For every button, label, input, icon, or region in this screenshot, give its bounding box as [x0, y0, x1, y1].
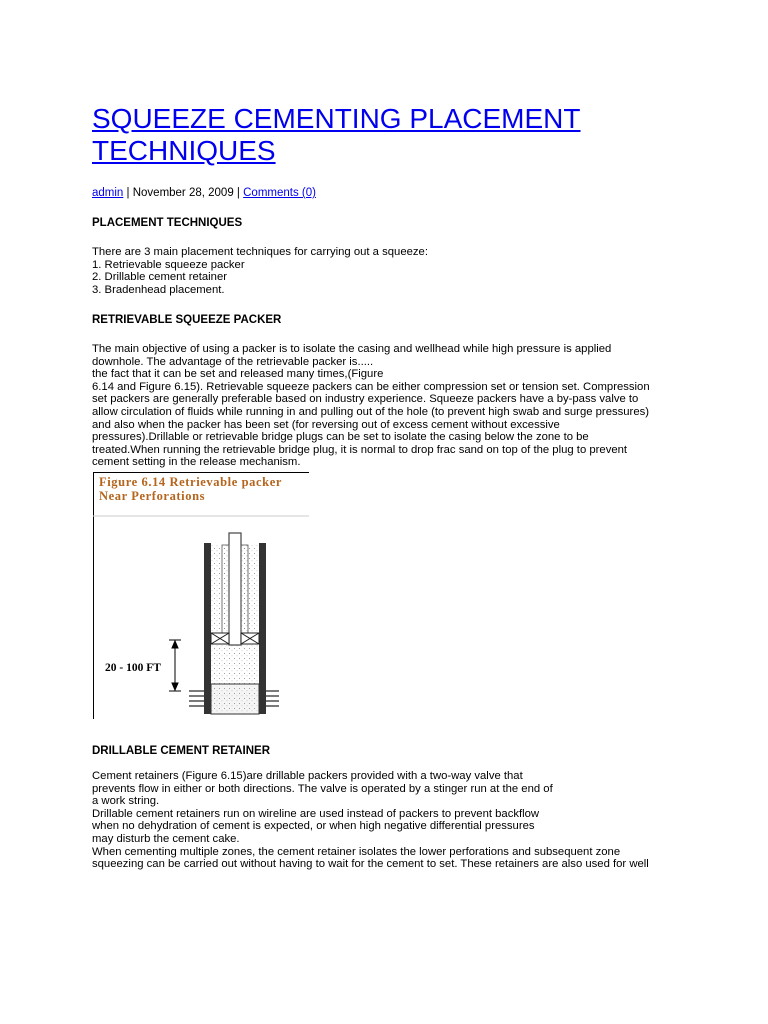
list-item: 3. Bradenhead placement. — [92, 283, 225, 296]
meta-separator: | — [123, 187, 133, 199]
paragraph-line: when no dehydration of cement is expected, or when high negative differential pressures — [92, 820, 535, 833]
list-item: 1. Retrievable squeeze packer — [92, 258, 245, 271]
section-heading-placement: PLACEMENT TECHNIQUES — [92, 217, 243, 229]
dimension-arrow — [169, 640, 181, 691]
casing-right-wall — [259, 543, 266, 714]
paragraph-line: downhole. The advantage of the retrievable packer is..... — [92, 355, 374, 368]
well-diagram — [93, 472, 309, 719]
section-heading-drillable: DRILLABLE CEMENT RETAINER — [92, 745, 271, 757]
article-title-link[interactable] — [92, 103, 581, 166]
paragraph-line: 6.14 and Figure 6.15). Retrievable squeeze packers can be either compression set or tension set. Compression — [92, 380, 650, 393]
paragraph-line: the fact that it can be set and released many times,(Figure — [92, 368, 384, 381]
drillable-paragraph — [92, 770, 692, 871]
figure-caption-line2: Near Perforations — [99, 489, 206, 503]
paragraph-line: Cement retainers (Figure 6.15)are drillable packers provided with a two-way valve that — [92, 770, 523, 782]
placement-intro-block — [92, 246, 692, 296]
retrievable-paragraph — [92, 343, 692, 469]
article-title-line2: TECHNIQUES — [92, 135, 276, 166]
paragraph-line: cement setting in the release mechanism. — [92, 456, 301, 469]
figure-caption-line1: Figure 6.14 Retrievable packer — [99, 475, 283, 489]
paragraph-line: squeezing can be carried out without having to wait for the cement to set. These retainers are also used for well — [92, 858, 649, 871]
meta-separator: | — [233, 187, 244, 199]
casing-left-wall — [204, 543, 211, 714]
article-title — [92, 103, 692, 167]
dimension-label: 20 - 100 FT — [105, 662, 161, 674]
author-link[interactable]: admin — [92, 187, 124, 199]
paragraph-line: treated.When running the retrievable bridge plug, it is normal to drop frac sand on top of the plug to prevent — [92, 443, 628, 456]
comments-link[interactable]: Comments (0) — [243, 187, 316, 199]
section-heading-retrievable: RETRIEVABLE SQUEEZE PACKER — [92, 314, 282, 326]
article-title-line1: SQUEEZE CEMENTING PLACEMENT — [92, 103, 581, 134]
paragraph-line: allow circulation of fluids while running in and pulling out of the hole (to prevent high swab and surge pressures) — [92, 405, 650, 418]
placement-intro: There are 3 main placement techniques for carrying out a squeeze: — [92, 246, 428, 258]
paragraph-line: a work string. — [92, 795, 160, 808]
paragraph-line: may disturb the cement cake. — [92, 832, 240, 845]
paragraph-line: set packers are generally preferable based on industry experience. Squeeze packers have a by-pass valve to — [92, 393, 639, 406]
paragraph-line: Drillable cement retainers run on wireline are used instead of packers to prevent backflow — [92, 807, 540, 820]
list-item: 2. Drillable cement retainer — [92, 271, 227, 284]
paragraph-line: The main objective of using a packer is to isolate the casing and wellhead while high pressure is applied — [92, 343, 612, 355]
paragraph-line: and also when the packer has been set (for reversing out of excess cement without excessive — [92, 418, 560, 431]
post-date: November 28, 2009 — [132, 187, 234, 199]
paragraph-line: prevents flow in either or both directions. The valve is operated by a stinger run at the end of — [92, 782, 553, 795]
paragraph-line: When cementing multiple zones, the cement retainer isolates the lower perforations and subsequent zone — [92, 845, 621, 858]
figure-retrievable-packer — [93, 472, 309, 719]
work-string — [229, 533, 241, 645]
post-meta — [92, 186, 316, 200]
paragraph-line: pressures).Drillable or retrievable bridge plugs can be set to isolate the casing below the zone to be — [92, 431, 589, 444]
